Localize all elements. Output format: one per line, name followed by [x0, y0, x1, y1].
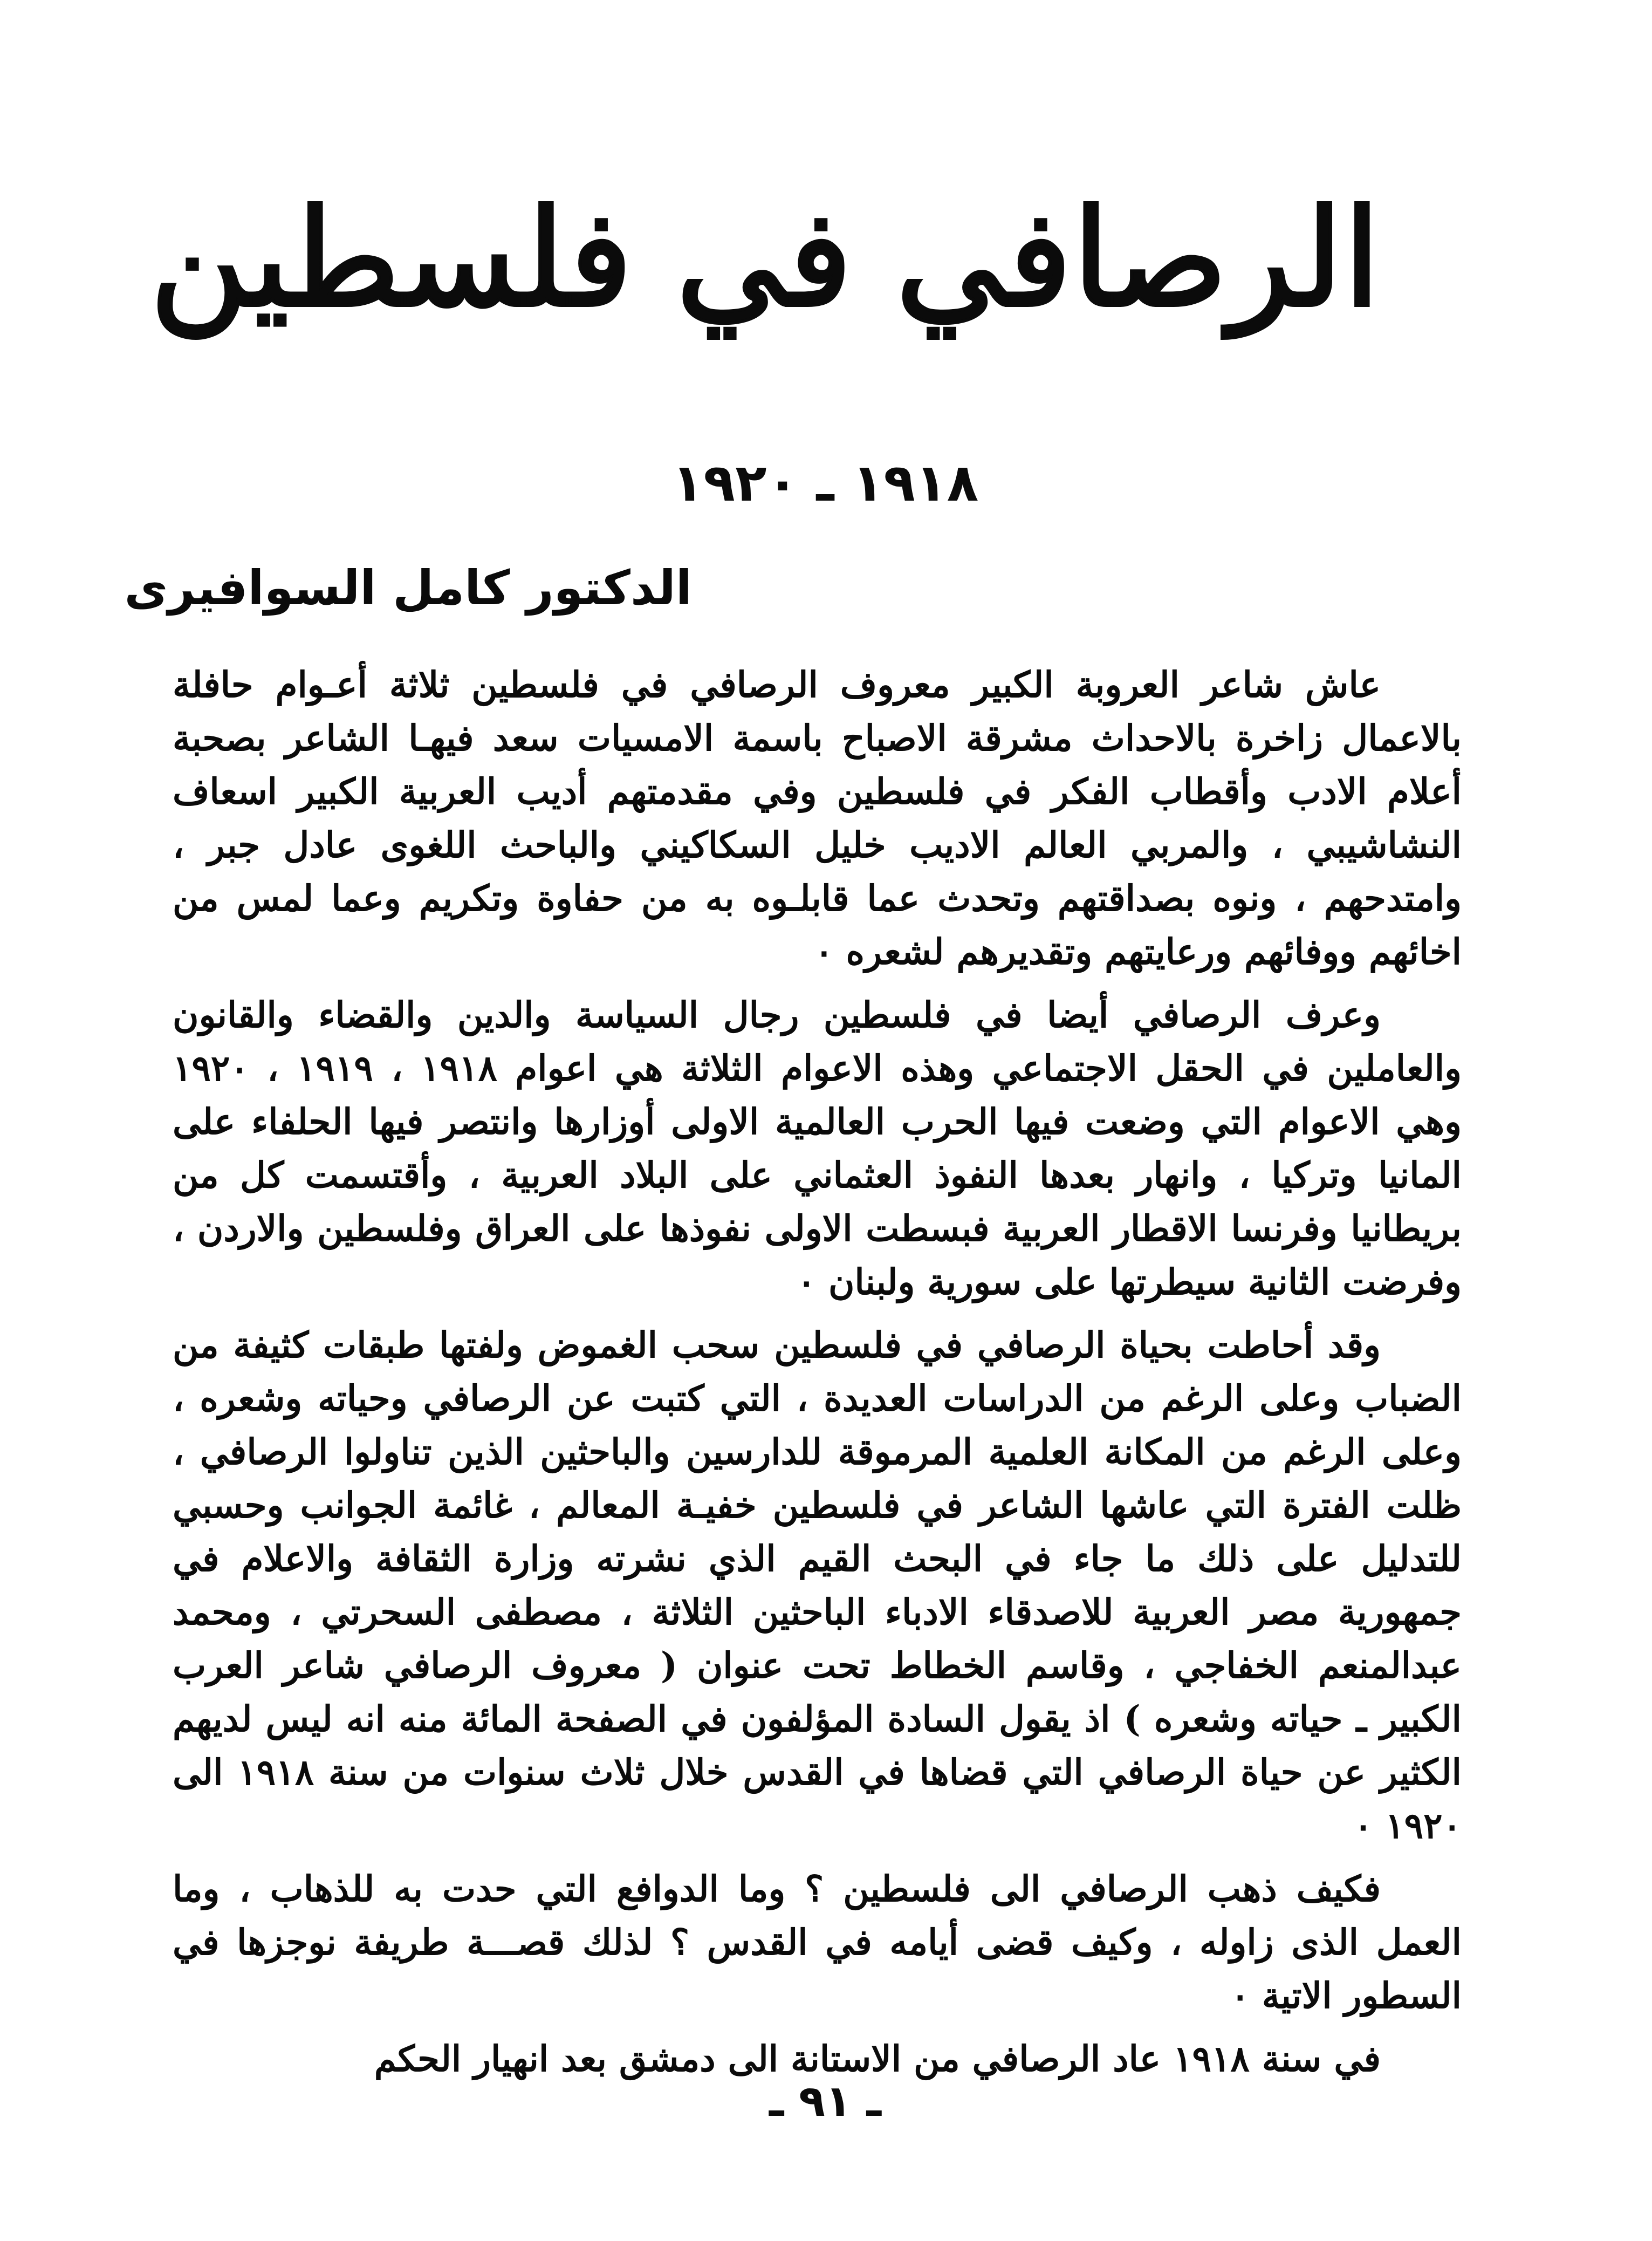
- paragraph-2: وعرف الرصافي أيضا في فلسطين رجال السياسة والدين والقضاء والقانون والعاملين في الحقل الاجتماعي وهذه الاعوام الثلاثة هي اعوام ١٩١٨ ، ١٩١٩ ، ١٩٢٠ وهي الاعوام التي وضعت فيها الحرب العالمية الاولى أوزارها وانتصر فيها الحلفاء على المانيا وتركيا ، وانهار بعدها النفوذ العثماني على البلاد العربية ، وأقتسمت كل من بريطانيا وفرنسا الاقطار العربية فبسطت الاولى نفوذها على العراق وفلسطين والاردن ، وفرضت الثانية سيطرتها على سورية ولبنان ٠: [173, 994, 1462, 1303]
- page-title: الرصافي في فلسطين: [149, 180, 1381, 337]
- title-block: [149, 146, 1381, 405]
- author-name: الدكتور كامل السوافيرى: [124, 560, 692, 616]
- page-number: ـ ٩١ ـ: [769, 2076, 882, 2126]
- paragraph-4: فكيف ذهب الرصافي الى فلسطين ؟ وما الدوافع التي حدت به للذهاب ، وما العمل الذى زاوله ، وكيف قضى أيامه في القدس ؟ لذلك قصـــة طريفة نوجزها في السطور الاتية ٠: [173, 1868, 1462, 2017]
- article-body: [173, 658, 1462, 2095]
- paragraph-1: عاش شاعر العروبة الكبير معروف الرصافي في فلسطين ثلاثة أعـوام حافلة بالاعمال زاخرة بالاحداث مشرقة الاصباح باسمة الامسيات سعد فيهـا الشاعر بصحبة أعلام الادب وأقطاب الفكر في فلسطين وفي مقدمتهم أديب العربية الكبير اسعاف النشاشيبي ، والمربي العالم الاديب خليل السكاكيني والباحث اللغوى عادل جبر ، وامتدحهم ، ونوه بصداقتهم وتحدث عما قابلـوه به من حفاوة وتكريم وعما لمس من اخائهم ووفائهم ورعايتهم وتقديرهم لشعره ٠: [173, 664, 1462, 973]
- years-subtitle: ١٩١٨ ـ ١٩٢٠: [671, 453, 979, 513]
- paragraph-5: في سنة ١٩١٨ عاد الرصافي من الاستانة الى دمشق بعد انهيار الحكم: [374, 2038, 1381, 2080]
- paragraph-3: وقد أحاطت بحياة الرصافي في فلسطين سحب الغموض ولفتها طبقات كثيفة من الضباب وعلى الرغم من الدراسات العديدة ، التي كتبت عن الرصافي وحياته وشعره ، وعلى الرغم من المكانة العلمية المرموقة للدارسين والباحثين الذين تناولوا الرصافي ، ظلت الفترة التي عاشها الشاعر في فلسطين خفيـة المعالم ، غائمة الجوانب وحسبي للتدليل على ذلك ما جاء في البحث القيم الذي نشرته وزارة الثقافة والاعلام في جمهورية مصر العربية للاصدقاء الادباء الباحثين الثلاثة ، مصطفى السحرتي ، ومحمد عبدالمنعم الخفاجي ، وقاسم الخطاط تحت عنوان ( معروف الرصافي شاعر العرب الكبير ـ حياته وشعره ) اذ يقول السادة المؤلفون في الصفحة المائة منه انه ليس لديهم الكثير عن حياة الرصافي التي قضاها في القدس خلال ثلاث سنوات من سنة ١٩١٨ الى ١٩٢٠ ٠: [173, 1324, 1462, 1847]
